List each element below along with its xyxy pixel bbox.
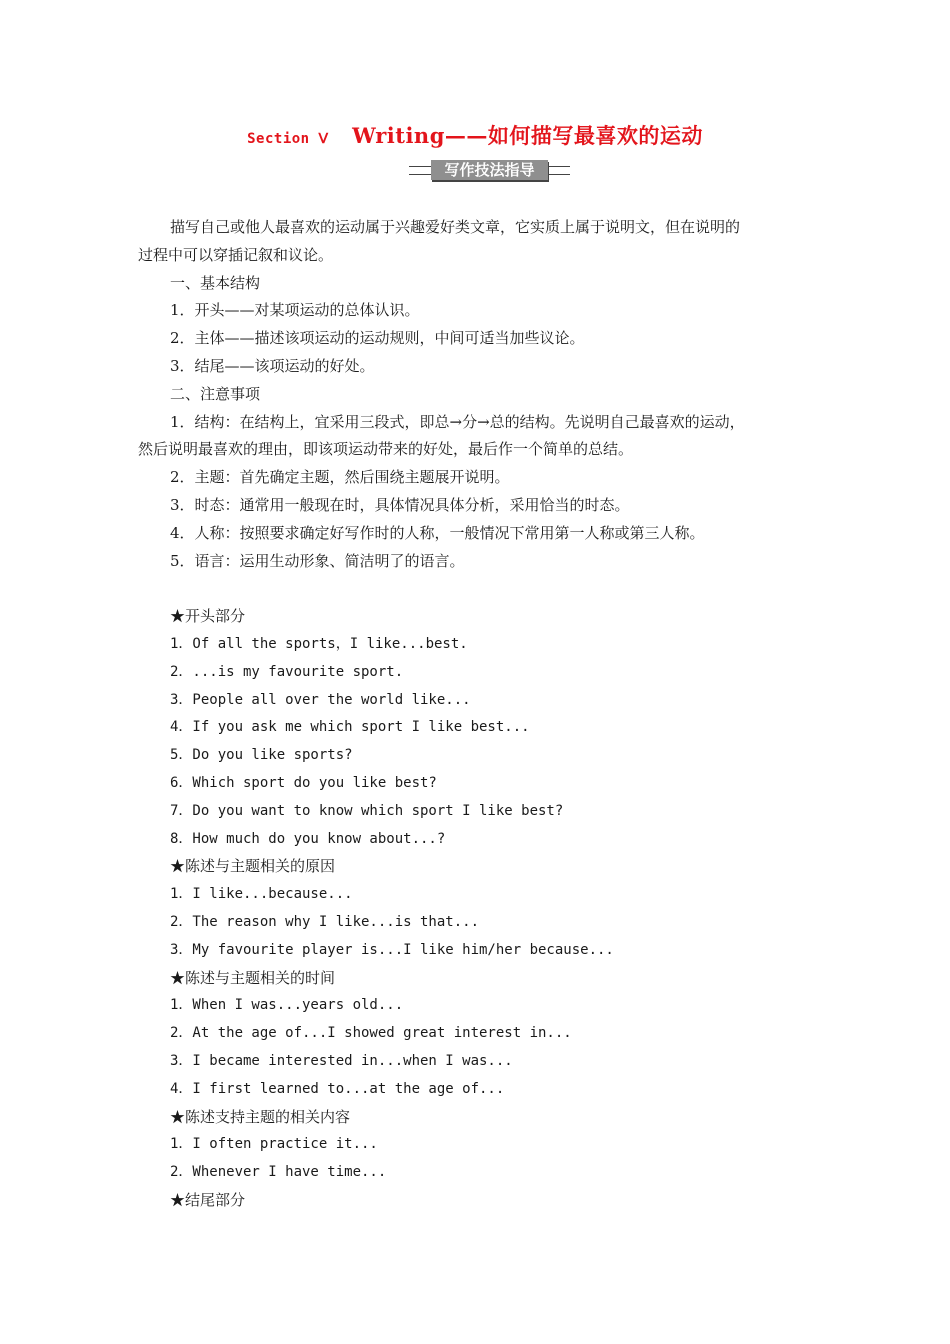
notes-item-1-line-2: 然后说明最喜欢的理由，即该项运动带来的好处，最后作一个简单的总结。 <box>138 440 634 459</box>
intro-line-2: 过程中可以穿插记叙和议论。 <box>138 245 334 264</box>
notes-item: 4．人称：按照要求确定好写作时的人称，一般情况下常用第一人称或第三人称。 <box>170 523 705 542</box>
structure-item: 2．主体——描述该项运动的运动规则，中间可适当加些议论。 <box>170 329 585 348</box>
opening-item: 5．Do you like sports? <box>170 747 353 764</box>
reasons-item: 3．My favourite player is...I like him/her because... <box>170 941 614 958</box>
notes-heading: 二、注意事项 <box>170 384 261 403</box>
support-item: 1．I often practice it... <box>170 1136 378 1153</box>
title-main: Writing——如何描写最喜欢的运动 <box>352 123 703 148</box>
ending-heading: ★结尾部分 <box>170 1190 246 1209</box>
reasons-item: 1．I like...because... <box>170 886 353 903</box>
support-item: 2．Whenever I have time... <box>170 1164 387 1181</box>
opening-item: 3．People all over the world like... <box>170 691 471 708</box>
notes-item: 5．语言：运用生动形象、简洁明了的语言。 <box>170 551 465 570</box>
notes-item: 3．时态：通常用一般现在时，具体情况具体分析，采用恰当的时态。 <box>170 495 630 514</box>
section-banner <box>409 160 570 182</box>
intro-line-1: 描写自己或他人最喜欢的运动属于兴趣爱好类文章，它实质上属于说明文，但在说明的 <box>170 218 741 236</box>
spacer <box>138 575 824 603</box>
notes-item: 2．主题：首先确定主题，然后围绕主题展开说明。 <box>170 468 510 487</box>
opening-heading: ★开头部分 <box>170 607 246 626</box>
opening-item: 2．...is my favourite sport. <box>170 663 404 680</box>
page-title <box>0 120 950 150</box>
support-heading: ★陈述支持主题的相关内容 <box>170 1107 351 1126</box>
opening-item: 4．If you ask me which sport I like best... <box>170 719 530 736</box>
opening-item: 1．Of all the sports，I like...best. <box>170 635 468 652</box>
structure-heading: 一、基本结构 <box>170 273 261 292</box>
opening-item: 8．How much do you know about...? <box>170 830 446 847</box>
title-prefix: Section Ⅴ <box>247 131 329 147</box>
reasons-heading: ★陈述与主题相关的原因 <box>170 857 336 876</box>
time-item: 1．When I was...years old... <box>170 997 404 1014</box>
document-body <box>138 214 824 1215</box>
structure-item: 3．结尾——该项运动的好处。 <box>170 356 375 375</box>
opening-item: 6．Which sport do you like best? <box>170 774 437 791</box>
time-item: 4．I first learned to...at the age of... <box>170 1080 505 1097</box>
time-item: 3．I became interested in...when I was... <box>170 1052 513 1069</box>
notes-item-1-line-1: 1．结构：在结构上，宜采用三段式，即总→分→总的结构。先说明自己最喜欢的运动， <box>170 412 745 431</box>
banner-label: 写作技法指导 <box>431 160 548 180</box>
structure-item: 1．开头——对某项运动的总体认识。 <box>170 301 420 320</box>
time-item: 2．At the age of...I showed great interest in... <box>170 1025 572 1042</box>
time-heading: ★陈述与主题相关的时间 <box>170 968 336 987</box>
reasons-item: 2．The reason why I like...is that... <box>170 913 480 930</box>
opening-item: 7．Do you want to know which sport I like best? <box>170 802 564 819</box>
